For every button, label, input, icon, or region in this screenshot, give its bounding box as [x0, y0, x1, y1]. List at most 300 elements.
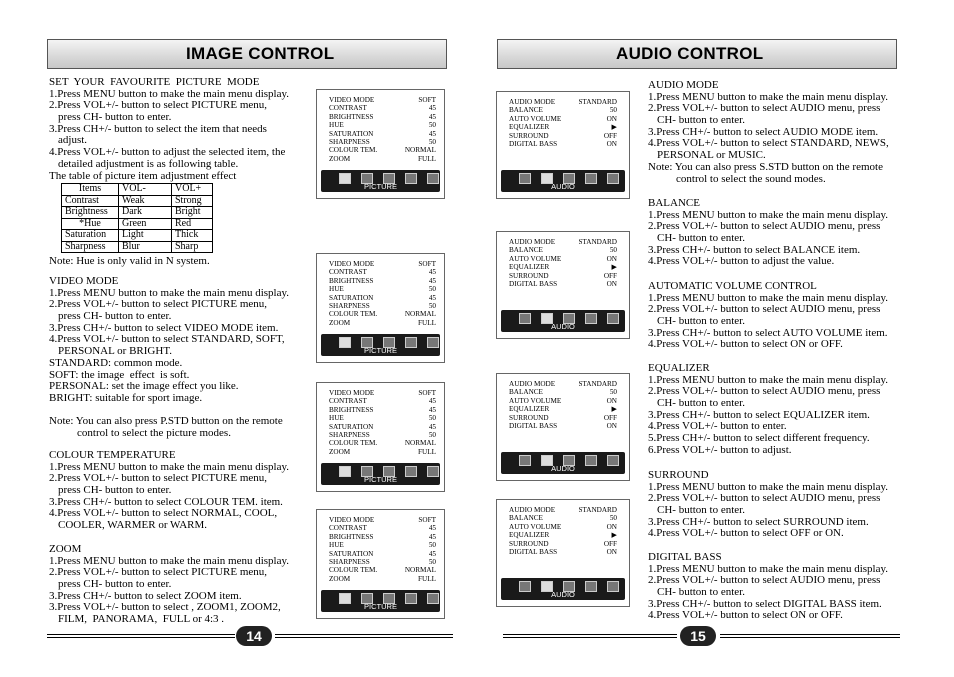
menu-bar-label: PICTURE — [364, 346, 397, 355]
menu-item-value: FULL — [418, 154, 436, 163]
table-header-row — [62, 184, 213, 196]
menu-item-value: NORMAL — [404, 566, 436, 575]
picture-menu-screen — [316, 89, 445, 199]
audio-menu-screen — [496, 499, 630, 607]
menu-item-label: HUE — [329, 541, 344, 550]
menu-item-label: CONTRAST — [329, 397, 367, 406]
menu-row — [329, 389, 436, 397]
image-control-header — [47, 39, 447, 69]
text-line: 1.Press MENU button to make the main menu display. — [648, 373, 889, 386]
menu-item-label: VIDEO MODE — [329, 389, 375, 397]
menu-row — [329, 260, 436, 268]
menu-bar-label: PICTURE — [364, 182, 397, 191]
menu-item-value: ON — [606, 421, 617, 430]
menu-item-label: DIGITAL BASS — [509, 139, 558, 148]
menu-row — [509, 506, 617, 514]
menu-item-label: SATURATION — [329, 129, 374, 138]
text-line: 3.Press CH+/- button to select ZOOM item. — [49, 589, 242, 602]
menu-item-label: COLOUR TEM. — [329, 439, 378, 448]
menu-item-value: OFF — [603, 271, 617, 280]
menu-row — [509, 263, 617, 271]
menu-bar-label: AUDIO — [551, 322, 575, 331]
menu-item-value: 45 — [428, 112, 436, 121]
text-line: 3.Press VOL+/- button to select , ZOOM1, ZOOM2, — [49, 601, 281, 614]
text-line: 1.Press MENU button to make the main menu display. — [648, 208, 889, 221]
menu-item-value: OFF — [603, 131, 617, 140]
text-line: 3.Press CH+/- button to select AUTO VOLUME item. — [648, 326, 888, 339]
text-line: 1.Press MENU button to make the main menu display. — [648, 90, 889, 103]
menu-item-value: FULL — [418, 318, 436, 327]
menu-item-value: STANDARD — [578, 506, 617, 514]
text-line: PERSONAL or BRIGHT. — [58, 345, 172, 358]
menu-item-value: 45 — [428, 276, 436, 285]
menu-item-label: COLOUR TEM. — [329, 566, 378, 575]
picture-menu-screen — [316, 509, 445, 619]
text-line: CH- button to enter. — [657, 315, 745, 328]
text-line: PERSONAL: set the image effect you like. — [49, 380, 239, 393]
menu-item-label: BRIGHTNESS — [329, 112, 374, 121]
menu-icon-bar — [321, 463, 440, 485]
menu-item-label: VIDEO MODE — [329, 260, 375, 268]
menu-row — [509, 388, 617, 396]
menu-row — [329, 319, 436, 327]
menu-row — [329, 113, 436, 121]
menu-item-value: 50 — [428, 430, 436, 439]
menu-item-value: ▶ — [611, 263, 617, 272]
text-line: 2.Press VOL+/- button to select PICTURE menu, — [49, 472, 268, 485]
text-line: The table of picture item adjustment effect — [49, 169, 237, 182]
table-header: Items — [62, 184, 119, 196]
avc-text — [648, 281, 888, 351]
menu-item-value: 45 — [428, 405, 436, 414]
menu-item-label: SATURATION — [329, 293, 374, 302]
menu-row — [329, 285, 436, 293]
menu-row — [329, 524, 436, 532]
text-line: 5.Press CH+/- button to select different frequency. — [648, 432, 870, 445]
text-line: 2.Press VOL+/- button to select PICTURE menu, — [49, 298, 268, 311]
footer-rule — [275, 634, 453, 635]
menu-item-label: SATURATION — [329, 549, 374, 558]
intro-text — [49, 77, 289, 182]
menu-item-value: 45 — [428, 532, 436, 541]
menu-item-label: AUDIO MODE — [509, 238, 556, 246]
menu-row — [329, 423, 436, 431]
text-line: SURROUND — [648, 469, 709, 481]
text-line: 4.Press VOL+/- button to select OFF or ON. — [648, 527, 844, 540]
text-line: press CH- button to enter. — [58, 310, 172, 323]
equalizer-text — [648, 363, 888, 457]
menu-item-label: AUDIO MODE — [509, 98, 556, 106]
text-line: 1.Press MENU button to make the main menu display. — [648, 562, 889, 575]
table-cell: Blur — [119, 241, 172, 253]
text-line: control to select the picture modes. — [77, 426, 231, 439]
menu-row — [509, 422, 617, 430]
menu-item-label: EQUALIZER — [509, 263, 550, 272]
text-line: DIGITAL BASS — [648, 551, 722, 563]
menu-item-label: BALANCE — [509, 514, 543, 523]
menu-item-label: EQUALIZER — [509, 405, 550, 414]
menu-item-value: STANDARD — [578, 380, 617, 388]
menu-item-label: SURROUND — [509, 413, 549, 422]
text-line: 3.Press CH+/- button to select BALANCE item. — [648, 243, 861, 256]
menu-item-label: COLOUR TEM. — [329, 310, 378, 319]
text-line: 4.Press VOL+/- button to select ON or OFF. — [648, 609, 843, 622]
menu-item-label: HUE — [329, 285, 344, 294]
page-number-15: 15 — [680, 626, 716, 646]
menu-item-value: 50 — [428, 137, 436, 146]
menu-item-value: SOFT — [418, 389, 436, 397]
text-line: 3.Press CH+/- button to select SURROUND item. — [648, 515, 869, 528]
menu-item-value: STANDARD — [578, 238, 617, 246]
footer-rule — [47, 637, 235, 638]
menu-row — [509, 531, 617, 539]
audio-mode-text — [648, 80, 889, 185]
menu-item-label: AUTO VOLUME — [509, 522, 562, 531]
menu-item-label: ZOOM — [329, 447, 351, 456]
text-line: 4.Press VOL+/- button to select NORMAL, COOL, — [49, 507, 278, 520]
surround-text — [648, 470, 888, 540]
picture-menu-screen — [316, 382, 445, 492]
menu-item-value: 50 — [428, 414, 436, 423]
menu-row — [509, 140, 617, 148]
menu-row — [329, 302, 436, 310]
menu-row — [509, 132, 617, 140]
menu-rows — [509, 238, 617, 288]
menu-item-value: 50 — [609, 514, 617, 523]
menu-row — [329, 431, 436, 439]
table-cell: Sharp — [172, 241, 213, 253]
menu-row — [509, 397, 617, 405]
text-line: 1.Press MENU button to make the main menu display. — [49, 554, 290, 567]
menu-row — [329, 155, 436, 163]
colour-temp-text — [49, 450, 289, 532]
text-line: 2.Press VOL+/- button to select AUDIO menu, press — [648, 574, 881, 587]
text-line: AUDIO MODE — [648, 79, 719, 91]
table-row — [62, 230, 213, 242]
text-line: press CH- button to enter. — [58, 484, 172, 497]
text-line: Note: You can also press P.STD button on the remote — [49, 415, 283, 428]
menu-item-label: SHARPNESS — [329, 137, 370, 146]
menu-row — [329, 439, 436, 447]
text-line: 2.Press VOL+/- button to select AUDIO menu, press — [648, 102, 881, 115]
text-line: EQUALIZER — [648, 362, 710, 374]
menu-item-value: ▶ — [611, 531, 617, 540]
menu-item-label: CONTRAST — [329, 524, 367, 533]
menu-item-label: AUDIO MODE — [509, 380, 556, 388]
menu-item-label: SHARPNESS — [329, 301, 370, 310]
menu-row — [509, 123, 617, 131]
picture-menu-screen — [316, 253, 445, 363]
menu-item-label: COLOUR TEM. — [329, 146, 378, 155]
text-line: SOFT: the image effect is soft. — [49, 368, 190, 381]
text-line: SET YOUR FAVOURITE PICTURE MODE — [49, 76, 260, 88]
text-line: CH- button to enter. — [657, 397, 745, 410]
table-cell: Weak — [119, 195, 172, 207]
table-header: VOL- — [119, 184, 172, 196]
menu-item-label: ZOOM — [329, 574, 351, 583]
text-line: 3.Press CH+/- button to select VIDEO MODE item. — [49, 321, 279, 334]
page-number-14: 14 — [236, 626, 272, 646]
menu-item-value: NORMAL — [404, 146, 436, 155]
menu-item-label: BALANCE — [509, 246, 543, 255]
menu-item-value: SOFT — [418, 516, 436, 524]
menu-icon-bar — [321, 590, 440, 612]
audio-menu-screen — [496, 373, 630, 481]
menu-row — [329, 294, 436, 302]
text-line: 2.Press VOL+/- button to select AUDIO menu, press — [648, 220, 881, 233]
menu-bar-label: AUDIO — [551, 590, 575, 599]
text-line: PERSONAL or MUSIC. — [657, 149, 766, 162]
menu-row — [329, 533, 436, 541]
menu-row — [329, 516, 436, 524]
text-line: VIDEO MODE — [49, 275, 119, 287]
menu-item-value: OFF — [603, 539, 617, 548]
menu-icon-bar — [501, 452, 625, 474]
table-cell: Thick — [172, 230, 213, 242]
menu-row — [509, 405, 617, 413]
menu-item-value: 45 — [428, 129, 436, 138]
text-line: 4.Press VOL+/- button to select STANDARD, SOFT, — [49, 333, 285, 346]
menu-item-label: ZOOM — [329, 154, 351, 163]
menu-item-value: ▶ — [611, 405, 617, 414]
menu-row — [329, 448, 436, 456]
menu-row — [509, 523, 617, 531]
audio-menu-screen — [496, 231, 630, 339]
menu-item-label: BALANCE — [509, 388, 543, 397]
menu-bar-label: AUDIO — [551, 182, 575, 191]
menu-row — [509, 380, 617, 388]
text-line: 2.Press VOL+/- button to select AUDIO menu, press — [648, 385, 881, 398]
text-line: 4.Press VOL+/- button to select STANDARD, NEWS, — [648, 137, 889, 150]
text-line: AUTOMATIC VOLUME CONTROL — [648, 280, 817, 292]
text-line: 2.Press VOL+/- button to select PICTURE menu, — [49, 99, 268, 112]
menu-item-value: FULL — [418, 447, 436, 456]
menu-rows — [509, 380, 617, 430]
text-line: 4.Press VOL+/- button to enter. — [648, 420, 787, 433]
text-line: Note: You can also press S.STD button on the remote — [648, 160, 883, 173]
menu-item-value: STANDARD — [578, 98, 617, 106]
text-line: 3.Press CH+/- button to select COLOUR TEM. item. — [49, 495, 283, 508]
menu-row — [329, 541, 436, 549]
menu-bar-label: AUDIO — [551, 464, 575, 473]
menu-icon-bar — [501, 578, 625, 600]
table-cell: Sharpness — [62, 241, 119, 253]
menu-row — [509, 98, 617, 106]
footer-rule — [47, 634, 235, 635]
text-line: 2.Press VOL+/- button to select AUDIO menu, press — [648, 492, 881, 505]
table-cell: Dark — [119, 207, 172, 219]
text-line: 3.Press CH+/- button to select AUDIO MODE item. — [648, 125, 879, 138]
menu-bar-label: PICTURE — [364, 602, 397, 611]
menu-row — [509, 514, 617, 522]
menu-rows — [329, 96, 436, 163]
zoom-text — [49, 544, 289, 626]
digital-bass-text — [648, 552, 888, 622]
menu-icon-bar — [501, 310, 625, 332]
text-line: 1.Press MENU button to make the main menu display. — [49, 286, 290, 299]
menu-item-label: DIGITAL BASS — [509, 279, 558, 288]
menu-item-value: FULL — [418, 574, 436, 583]
menu-row — [329, 104, 436, 112]
text-line: 3.Press CH+/- button to select EQUALIZER item. — [648, 408, 870, 421]
menu-item-label: SHARPNESS — [329, 557, 370, 566]
menu-row — [329, 138, 436, 146]
menu-icon-bar — [321, 170, 440, 192]
menu-item-value: 50 — [428, 301, 436, 310]
table-cell: Strong — [172, 195, 213, 207]
menu-item-value: 45 — [428, 524, 436, 533]
text-line: 3.Press CH+/- button to select the item that needs — [49, 122, 267, 135]
menu-row — [329, 414, 436, 422]
table-cell: Light — [119, 230, 172, 242]
text-line: control to select the sound modes. — [676, 172, 826, 185]
menu-bar-label: PICTURE — [364, 475, 397, 484]
menu-row — [329, 146, 436, 154]
menu-item-label: HUE — [329, 414, 344, 423]
menu-item-label: SATURATION — [329, 422, 374, 431]
text-line: 4.Press VOL+/- button to adjust the value. — [648, 255, 835, 268]
menu-icon-bar — [321, 334, 440, 356]
menu-item-value: 50 — [609, 388, 617, 397]
menu-item-value: 50 — [428, 285, 436, 294]
text-line: BALANCE — [648, 197, 700, 209]
menu-item-value: SOFT — [418, 96, 436, 104]
menu-item-label: EQUALIZER — [509, 531, 550, 540]
menu-item-value: 45 — [428, 104, 436, 113]
menu-row — [509, 280, 617, 288]
text-line: 1.Press MENU button to make the main menu display. — [648, 480, 889, 493]
menu-item-value: ON — [606, 279, 617, 288]
menu-row — [329, 566, 436, 574]
text-line: 3.Press CH+/- button to select DIGITAL BASS item. — [648, 597, 882, 610]
footer-rule — [503, 637, 677, 638]
text-line: 4.Press VOL+/- button to select ON or OFF. — [648, 338, 843, 351]
menu-item-value: ON — [606, 522, 617, 531]
audio-menu-screen — [496, 91, 630, 199]
menu-rows — [329, 389, 436, 456]
table-cell: Red — [172, 218, 213, 230]
menu-row — [329, 406, 436, 414]
text-line: BRIGHT: suitable for sport image. — [49, 391, 203, 404]
menu-item-label: BRIGHTNESS — [329, 405, 374, 414]
menu-item-label: BRIGHTNESS — [329, 276, 374, 285]
menu-row — [329, 575, 436, 583]
menu-item-label: SURROUND — [509, 539, 549, 548]
menu-item-value: NORMAL — [404, 310, 436, 319]
menu-item-label: VIDEO MODE — [329, 96, 375, 104]
menu-item-label: SURROUND — [509, 131, 549, 140]
menu-item-value: ▶ — [611, 123, 617, 132]
menu-item-label: AUTO VOLUME — [509, 114, 562, 123]
table-cell: Bright — [172, 207, 213, 219]
text-line: CH- button to enter. — [657, 114, 745, 127]
menu-item-label: DIGITAL BASS — [509, 421, 558, 430]
text-line: 6.Press VOL+/- button to adjust. — [648, 443, 792, 456]
menu-item-label: BRIGHTNESS — [329, 532, 374, 541]
menu-item-label: AUTO VOLUME — [509, 396, 562, 405]
menu-item-label: AUDIO MODE — [509, 506, 556, 514]
menu-item-value: 50 — [428, 541, 436, 550]
menu-item-value: ON — [606, 114, 617, 123]
text-line: press CH- button to enter. — [58, 578, 172, 591]
menu-item-value: ON — [606, 396, 617, 405]
table-cell: Contrast — [62, 195, 119, 207]
table-cell: Green — [119, 218, 172, 230]
text-line: COLOUR TEMPERATURE — [49, 449, 176, 461]
table-cell: Saturation — [62, 230, 119, 242]
menu-icon-bar — [501, 170, 625, 192]
balance-text — [648, 198, 888, 268]
text-line: 1.Press MENU button to make the main menu display. — [49, 460, 290, 473]
text-line: 2.Press VOL+/- button to select PICTURE menu, — [49, 566, 268, 579]
menu-item-label: DIGITAL BASS — [509, 547, 558, 556]
menu-item-value: 45 — [428, 397, 436, 406]
menu-item-label: CONTRAST — [329, 268, 367, 277]
text-line: adjust. — [58, 134, 88, 147]
menu-row — [329, 268, 436, 276]
text-line: press CH- button to enter. — [58, 111, 172, 124]
menu-rows — [329, 516, 436, 583]
text-line: FILM, PANORAMA, FULL or 4:3 . — [58, 613, 225, 626]
menu-item-value: SOFT — [418, 260, 436, 268]
menu-item-value: ON — [606, 139, 617, 148]
menu-item-value: 50 — [609, 106, 617, 115]
table-row — [62, 218, 213, 230]
menu-item-value: ON — [606, 547, 617, 556]
menu-row — [509, 115, 617, 123]
audio-control-title: AUDIO CONTROL — [616, 44, 764, 63]
footer-rule — [720, 637, 900, 638]
menu-row — [509, 548, 617, 556]
menu-item-label: HUE — [329, 121, 344, 130]
menu-item-label: BALANCE — [509, 106, 543, 115]
table-row — [62, 207, 213, 219]
menu-item-label: ZOOM — [329, 318, 351, 327]
footer-rule — [720, 634, 900, 635]
audio-control-header — [497, 39, 897, 69]
menu-rows — [509, 506, 617, 556]
menu-row — [329, 397, 436, 405]
text-line: STANDARD: common mode. — [49, 356, 183, 369]
text-line: 1.Press MENU button to make the main menu display. — [49, 87, 290, 100]
footer-rule — [275, 637, 453, 638]
menu-item-value: ON — [606, 254, 617, 263]
menu-item-value: NORMAL — [404, 439, 436, 448]
menu-item-label: VIDEO MODE — [329, 516, 375, 524]
footer-rule — [503, 634, 677, 635]
table-row — [62, 195, 213, 207]
menu-item-label: EQUALIZER — [509, 123, 550, 132]
menu-rows — [509, 98, 617, 148]
menu-item-value: 50 — [428, 121, 436, 130]
text-line: 4.Press VOL+/- button to adjust the selected item, the — [49, 146, 286, 159]
menu-item-value: 45 — [428, 422, 436, 431]
menu-rows — [329, 260, 436, 327]
menu-row — [329, 130, 436, 138]
text-line: CH- button to enter. — [657, 504, 745, 517]
menu-row — [509, 106, 617, 114]
menu-row — [329, 277, 436, 285]
menu-item-label: SHARPNESS — [329, 430, 370, 439]
table-row — [62, 241, 213, 253]
menu-row — [509, 246, 617, 254]
text-line: 2.Press VOL+/- button to select AUDIO menu, press — [648, 303, 881, 316]
text-line: 1.Press MENU button to make the main menu display. — [648, 291, 889, 304]
menu-item-value: 45 — [428, 268, 436, 277]
video-mode-text — [49, 276, 289, 440]
menu-row — [509, 255, 617, 263]
menu-item-label: CONTRAST — [329, 104, 367, 113]
